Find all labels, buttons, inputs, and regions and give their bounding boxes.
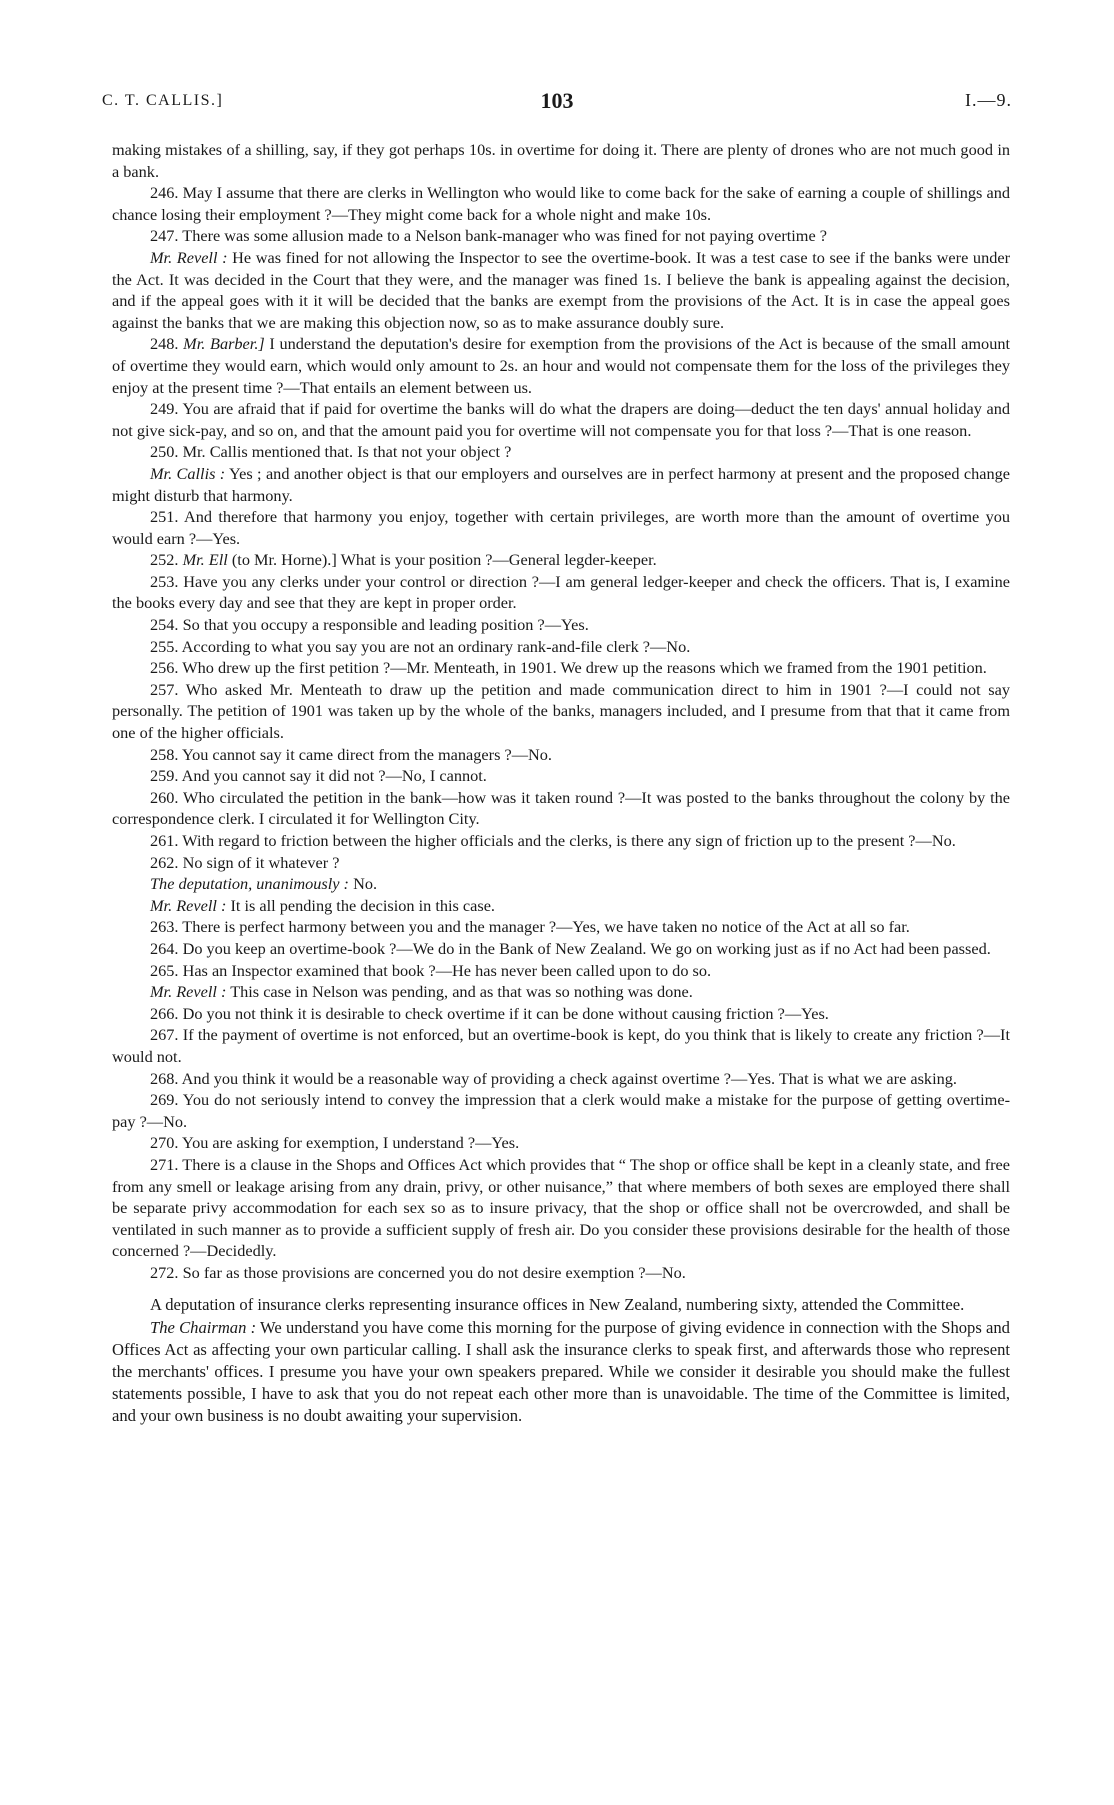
evidence-paragraph bbox=[112, 787, 1010, 830]
paragraph-text: 262. No sign of it whatever ? bbox=[150, 852, 340, 872]
evidence-paragraph bbox=[112, 1294, 1010, 1316]
paragraph-text: 253. Have you any clerks under your control or direction ?—I am general ledger-keeper and check the officers. That is, I examine the books every day and see that they are kept in proper order. bbox=[112, 571, 1010, 613]
paragraph-text: 246. May I assume that there are clerks in Wellington who would like to come back for the sake of earning a couple of shillings and chance losing their employment ?—They might come back for a whole night and make 10s. bbox=[112, 183, 1010, 224]
speaker-name: The deputation, unanimously : bbox=[150, 874, 349, 894]
paragraph-text: 258. You cannot say it came direct from the managers ?—No. bbox=[150, 744, 552, 764]
evidence-paragraph bbox=[112, 333, 1010, 398]
evidence-paragraph bbox=[112, 873, 1010, 895]
paragraph-text: 264. Do you keep an overtime-book ?—We do in the Bank of New Zealand. We go on working just as if no Act had been passed. bbox=[150, 938, 991, 958]
paragraph-text: 255. According to what you say you are not an ordinary rank-and-file clerk ?—No. bbox=[150, 636, 691, 656]
paragraph-text: 257. Who asked Mr. Menteath to draw up the petition and made communication direct to him in 1901 ?—I could not say personally. The petition of 1901 was taken up by the whole of the banks, managers included, and I presume from that that it came from one of the higher officials. bbox=[112, 679, 1010, 743]
evidence-paragraph bbox=[112, 636, 1010, 658]
paragraph-text: 250. Mr. Callis mentioned that. Is that not your object ? bbox=[150, 442, 512, 462]
page-number: 103 bbox=[540, 88, 574, 113]
paragraph-text: I understand the deputation's desire for exemption from the provisions of the Act is because of the small amount of overtime they would earn, which would only amount to 2s. an hour and would not compensate them for the loss of the privileges they enjoy at the present time ?—That entails an element between us. bbox=[112, 334, 1010, 397]
paragraph-text: 272. So far as those provisions are concerned you do not desire exemption ?—No. bbox=[150, 1262, 686, 1282]
evidence-paragraph bbox=[112, 182, 1010, 225]
evidence-paragraph bbox=[112, 1317, 1010, 1428]
evidence-paragraph bbox=[112, 463, 1010, 506]
speaker-name: Mr. Barber.] bbox=[183, 334, 265, 354]
evidence-paragraph bbox=[112, 571, 1010, 614]
speaker-name: Mr. Revell : bbox=[150, 247, 228, 267]
evidence-paragraph bbox=[112, 398, 1010, 441]
paragraph-text: making mistakes of a shilling, say, if they got perhaps 10s. in overtime for doing it. There are plenty of drones who are not much good in a bank. bbox=[112, 140, 1010, 181]
speaker-name: Mr. Revell : bbox=[150, 982, 227, 1002]
document-body bbox=[112, 139, 1010, 1428]
paragraph-text: 247. There was some allusion made to a Nelson bank-manager who was fined for not paying overtime ? bbox=[150, 226, 827, 246]
evidence-paragraph bbox=[112, 1003, 1010, 1025]
paragraph-text: 259. And you cannot say it did not ?—No, I cannot. bbox=[150, 766, 487, 786]
evidence-paragraph bbox=[112, 1068, 1010, 1090]
question-number: 248. bbox=[150, 334, 179, 354]
paragraph-text: 260. Who circulated the petition in the bank—how was it taken round ?—It was posted to the banks throughout the colony by the correspondence clerk. I circulated it for Wellington City. bbox=[112, 787, 1010, 829]
evidence-paragraph bbox=[112, 657, 1010, 679]
page-header bbox=[102, 88, 1012, 116]
evidence-paragraph bbox=[112, 981, 1010, 1003]
evidence-paragraph bbox=[112, 744, 1010, 766]
evidence-paragraph bbox=[112, 960, 1010, 982]
paragraph-text: 266. Do you not think it is desirable to check overtime if it can be done without causing friction ?—Yes. bbox=[150, 1003, 829, 1023]
evidence-paragraph bbox=[112, 852, 1010, 874]
evidence-paragraph bbox=[112, 1132, 1010, 1154]
evidence-paragraph bbox=[112, 247, 1010, 333]
closing-paragraphs bbox=[112, 1294, 1010, 1427]
paragraph-text: 271. There is a clause in the Shops and Offices Act which provides that “ The shop or office shall be kept in a cleanly state, and free from any smell or leakage arising from any drain, privy, or other nuisance,” that where members of both sexes are employed there shall be separate privy accommodation for each sex so as to insure privacy, that the shop or office shall not be overcrowded, and shall be ventilated in such manner as to provide a sufficient supply of fresh air. Do you consider these provisions desirable for the health of those concerned ?—Decidedly. bbox=[112, 1154, 1010, 1261]
paragraph-text: 261. With regard to friction between the higher officials and the clerks, is there any sign of friction up to the present ?—No. bbox=[150, 831, 956, 850]
question-number: 252. bbox=[150, 550, 179, 570]
evidence-paragraph bbox=[112, 1024, 1010, 1067]
evidence-paragraph bbox=[112, 679, 1010, 744]
paragraph-text: It is all pending the decision in this case. bbox=[230, 895, 495, 915]
speaker-name: Mr. Callis : bbox=[150, 463, 226, 483]
paragraph-text: 269. You do not seriously intend to convey the impression that a clerk would make a mistake for the purpose of getting overtime-pay ?—No. bbox=[112, 1090, 1010, 1131]
evidence-paragraph bbox=[112, 895, 1010, 917]
paragraph-text: Yes ; and another object is that our employers and ourselves are in perfect harmony at present and the proposed change might disturb that harmony. bbox=[112, 463, 1010, 505]
paragraph-text: This case in Nelson was pending, and as that was so nothing was done. bbox=[230, 982, 693, 1002]
speaker-name: The Chairman : bbox=[150, 1317, 257, 1337]
evidence-paragraph bbox=[112, 916, 1010, 938]
speaker-name: Mr. Revell : bbox=[150, 895, 227, 915]
paragraph-text: 270. You are asking for exemption, I understand ?—Yes. bbox=[150, 1133, 520, 1153]
paragraph-text: 265. Has an Inspector examined that book ?—He has never been called upon to do so. bbox=[150, 960, 712, 980]
evidence-paragraph bbox=[112, 549, 1010, 571]
evidence-paragraph bbox=[112, 1262, 1010, 1284]
witness-name-header: C. T. CALLIS.] bbox=[102, 92, 224, 109]
paragraph-text: 267. If the payment of overtime is not enforced, but an overtime-book is kept, do you think that is likely to create any friction ?—It would not. bbox=[112, 1025, 1010, 1066]
evidence-paragraph bbox=[112, 830, 1010, 852]
paper-reference: I.—9. bbox=[965, 90, 1012, 110]
paragraph-text: 268. And you think it would be a reasonable way of providing a check against overtime ?—Yes. That is what we are asking. bbox=[150, 1068, 957, 1088]
evidence-paragraph bbox=[112, 139, 1010, 182]
evidence-paragraph bbox=[112, 938, 1010, 960]
paragraph-text: He was fined for not allowing the Inspector to see the overtime-book. It was a test case to see if the banks were under the Act. It was decided in the Court that they were, and the manager was fined 1s. I believe the bank is appealing against the decision, and if the appeal goes with it it will be decided that the banks are exempt from the provisions of the Act. It is in case the appeal goes against the banks that we are making this objection now, so as to make assurance doubly sure. bbox=[112, 247, 1011, 332]
speaker-name: Mr. Ell bbox=[182, 550, 228, 570]
evidence-paragraph bbox=[112, 506, 1010, 549]
evidence-paragraph bbox=[112, 225, 1010, 247]
paragraph-text: 249. You are afraid that if paid for overtime the banks will do what the drapers are doing—deduct the ten days' annual holiday and not give sick-pay, and so on, and that the amount paid you for overtime will not compensate you for that loss ?—That is one reason. bbox=[112, 399, 1010, 440]
evidence-paragraph bbox=[112, 441, 1010, 463]
paragraph-text: A deputation of insurance clerks representing insurance offices in New Zealand, numbering sixty, attended the Committee. bbox=[150, 1295, 965, 1315]
evidence-paragraph bbox=[112, 614, 1010, 636]
evidence-paragraph bbox=[112, 1089, 1010, 1132]
evidence-paragraph bbox=[112, 1154, 1010, 1262]
evidence-paragraphs bbox=[112, 139, 1010, 1283]
paragraph-text: 256. Who drew up the first petition ?—Mr. Menteath, in 1901. We drew up the reasons which we framed from the 1901 petition. bbox=[150, 658, 987, 678]
paragraph-text: 251. And therefore that harmony you enjoy, together with certain privileges, are worth more than the amount of overtime you would earn ?—Yes. bbox=[112, 507, 1010, 548]
paragraph-text: 254. So that you occupy a responsible and leading position ?—Yes. bbox=[150, 615, 589, 635]
paragraph-text: 263. There is perfect harmony between you and the manager ?—Yes, we have taken no notice of the Act at all so far. bbox=[150, 917, 910, 937]
evidence-paragraph bbox=[112, 765, 1010, 787]
paragraph-text: We understand you have come this morning for the purpose of giving evidence in connection with the Shops and Offices Act as affecting your own particular calling. I shall ask the insurance clerks to speak first, and afterwards those who represent the merchants' offices. I presume you have your own speakers prepared. While we consider it desirable you should make the fullest statements possible, I have to ask that you do not repeat each other more than is unavoidable. The time of the Committee is limited, and your own business is no doubt awaiting your supervision. bbox=[112, 1317, 1010, 1426]
paragraph-text: No. bbox=[353, 874, 378, 894]
paragraph-text: (to Mr. Horne).] What is your position ?—General legder-keeper. bbox=[231, 550, 657, 570]
